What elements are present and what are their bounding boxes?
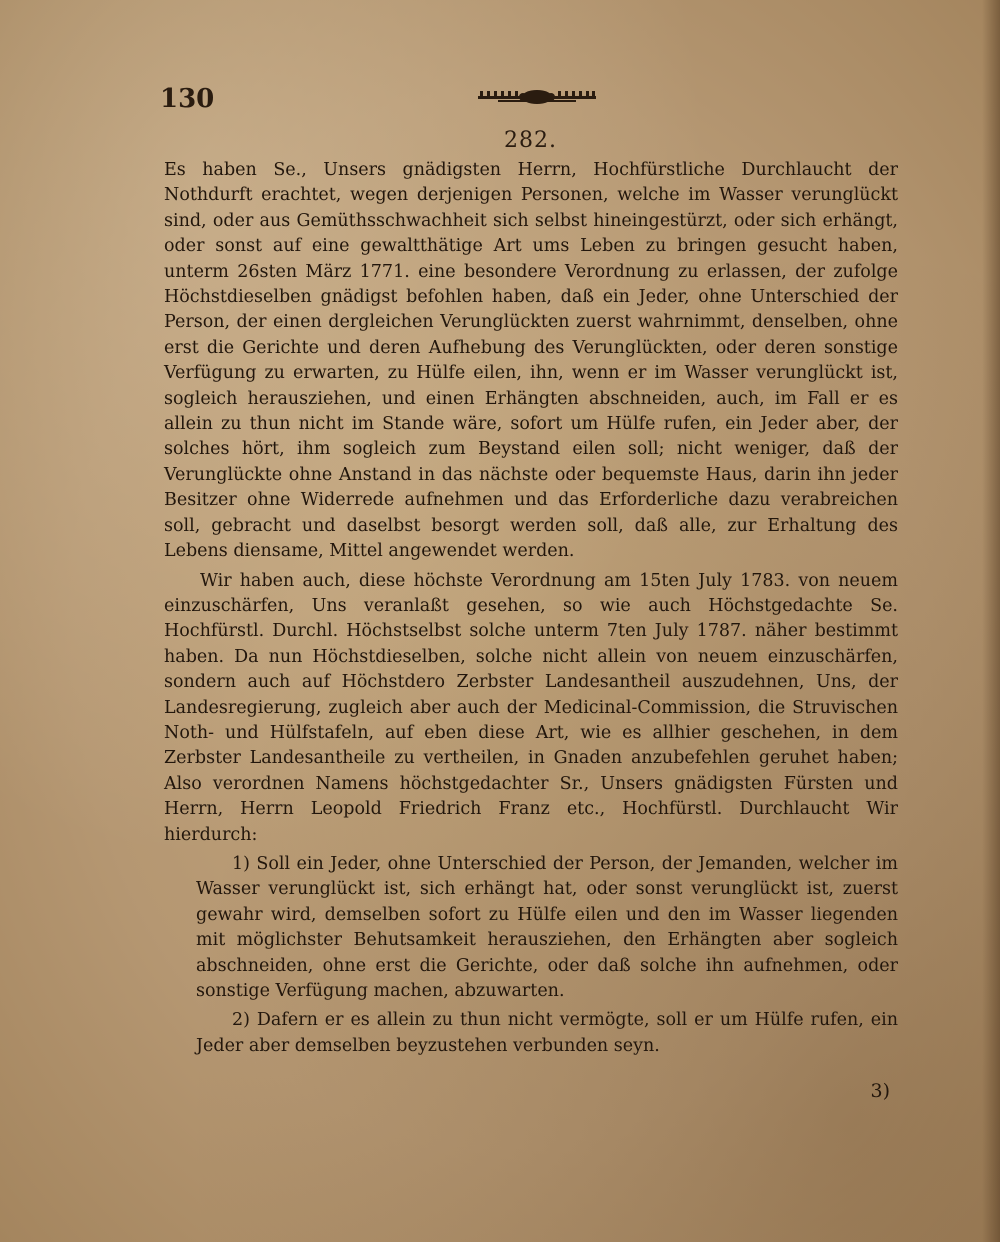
printers-ornament-icon: [478, 88, 596, 106]
paragraph-ordinance: Wir haben auch, diese höchste Verordnung am 15ten July 1783. von neuem einzuschärfen, Uns veranlaßt gesehen, so wie auch Höchstgedachte Se. Hochfürstl. Durchl. Höchstselbst solche unterm 7ten July 1787. näher bestimmt haben. Da nun Höchstdieselben, solche nicht allein von neuem einzuschärfen, sondern auch auf Höchstdero Zerbster Landesantheil auszudehnen, Uns, der Landesregierung, zugleich aber auch der Medicinal-Commission, die Struvischen Noth- und Hülfstafeln, auf eben diese Art, wie es allhier geschehen, in dem Zerbster Landesantheile zu vertheilen, in Gnaden anzubefehlen geruhet haben; Also verordnen Namens höchstgedachter Sr., Unsers gnädigsten Fürsten und Herrn, Herrn Leopold Friedrich Franz etc., Hochfürstl. Durchlaucht Wir hierdurch:: [164, 570, 898, 845]
catchword: 3): [870, 1080, 890, 1102]
paragraph-intro: Es haben Se., Unsers gnädigsten Herrn, Hochfürstliche Durchlaucht der Nothdurft erachtet, wegen derjenigen Personen, welche im Wasser verunglückt sind, oder aus Gemüthsschwachheit sich selbst hineingestürzt, oder sich erhängt, oder sonst auf eine gewaltthätige Art ums Leben zu bringen gesucht haben, unterm 26sten März 1771. eine besondere Verordnung zu erlassen, der zufolge Höchstdieselben gnädigst befohlen haben, daß ein Jeder, ohne Unterschied der Person, der einen dergleichen Verunglückten zuerst wahrnimmt, denselben, ohne erst die Gerichte und deren Aufhebung des Verunglückten, oder deren sonstige Verfügung zu erwarten, zu Hülfe eilen, ihn, wenn er im Wasser verunglückt ist, sogleich herausziehen, und einen Erhängten abschneiden, auch, im Fall er es allein zu thun nicht im Stande wäre, sofort um Hülfe rufen, ein Jeder aber, der solches hört, ihm sogleich zum Beystand eilen soll; nicht weniger, daß der Verunglückte ohne Anstand in das nächste oder bequemste Haus, darin ihn jeder Besitzer ohne Widerrede aufnehmen und das Erforderliche dazu verabreichen soll, gebracht und daselbst besorgt werden soll, daß alle, zur Erhaltung des Lebens diensame, Mittel angewendet werden.: [164, 160, 898, 562]
list-item-2: 2) Dafern er es allein zu thun nicht vermögte, soll er um Hülfe rufen, ein Jeder aber demselben beyzustehen verbunden seyn.: [196, 1010, 898, 1056]
section-number: 282.: [504, 128, 557, 153]
page-edge-shadow: [982, 0, 1000, 1242]
body-text: [164, 158, 898, 1059]
page-number: 130: [160, 84, 215, 114]
list-item-1: 1) Soll ein Jeder, ohne Unterschied der Person, der Jemanden, welcher im Wasser verunglückt ist, sich erhängt hat, oder sonst verunglückt ist, zuerst gewahr wird, demselben sofort zu Hülfe eilen und den im Wasser liegenden mit möglichster Behutsamkeit herausziehen, den Erhängten aber sogleich abschneiden, ohne erst die Gerichte, oder daß solche ihn aufnehmen, oder sonstige Verfügung machen, abzuwarten.: [196, 853, 898, 1001]
